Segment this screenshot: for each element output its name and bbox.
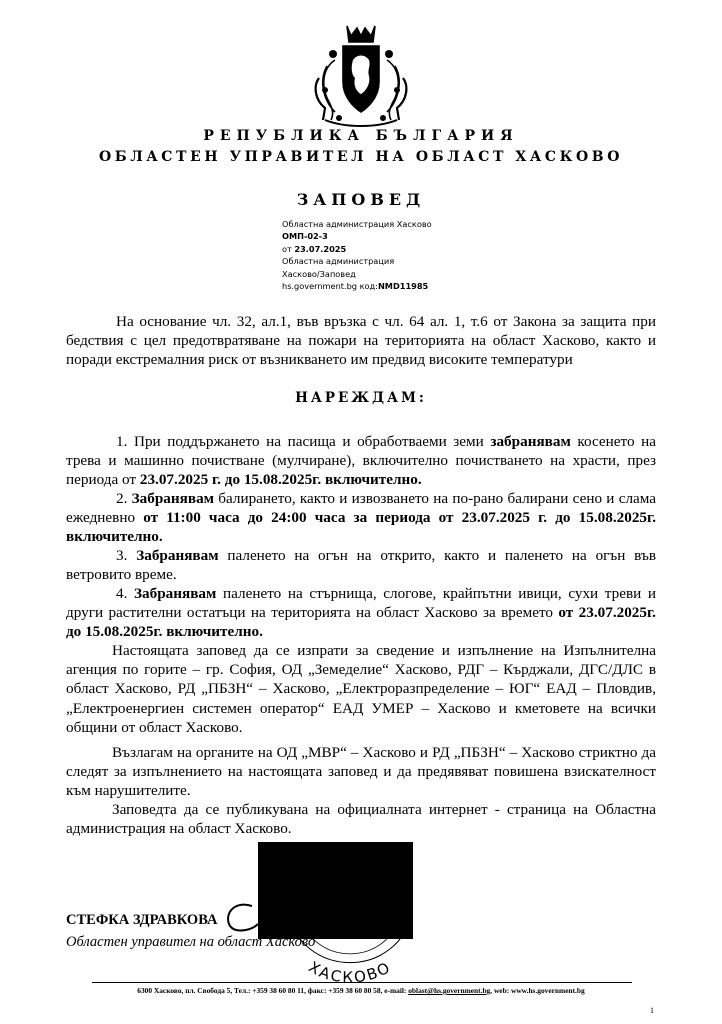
footer-address: 6300 Хасково, пл. Свобода 5, Тел.: +359 38 60 80 11, факс: +359 38 60 80 58, e-mail: — [137, 986, 409, 995]
paragraph-send: Настоящата заповед да се изпрати за сведение и изпълнение на Изпълнителна агенция по горите – гр. София, ОД „Земеделие“ Хасково, РДГ – Кърджали, ДГС/ДЛС в област Хасково, РД „ПБЗН“ – Хасково, „Електроразпределение – ЮГ“ ЕАД – Пловдив, „Електроенергиен системен оператор“ ЕАД УМЕР – Хасково и кметовете на всички общини от област Хасково. — [66, 642, 656, 736]
reg-code: NMD11985 — [377, 281, 429, 292]
item1-b: забранявам — [490, 433, 571, 450]
reg-date-prefix: от — [282, 243, 295, 254]
preamble-paragraph: На основание чл. 32, ал.1, във връзка с чл. 64 ал. 1, т.6 от Закона за защита при бедствия с цел предотвратяване на пожари на територията на област Хасково, както и поради екстремалния риск от възникването им предвид високите температури — [66, 313, 656, 369]
header-governor: ОБЛАСТЕН УПРАВИТЕЛ НА ОБЛАСТ ХАСКОВО — [98, 149, 624, 165]
reg-date: 23.07.2025 — [294, 243, 347, 254]
registration-block — [282, 218, 432, 292]
signatory-role: Областен управител на област Хасково — [66, 934, 316, 950]
footer-contacts — [0, 986, 722, 995]
footer-email[interactable]: oblast@hs.government.bg — [408, 986, 491, 995]
reg-system-1: Областна администрация — [282, 256, 395, 267]
item2-d: от 11:00 часа до 24:00 часа за периода от 23.07.2025 г. до 15.08.2025г. включително. — [66, 509, 656, 546]
reg-issuer: Областна администрация Хасково — [282, 219, 432, 229]
reg-site-line — [282, 280, 432, 292]
item4-d: от 23.07.2025г. до 15.08.2025г. включително. — [66, 604, 656, 641]
item1-d: 23.07.2025 г. до 15.08.2025г. включително. — [139, 471, 422, 489]
reg-number: ОМП-02-3 — [282, 231, 328, 242]
order-item-1 — [66, 432, 656, 490]
reg-date-line — [282, 243, 432, 255]
stamp-text: ХАСКОВО — [305, 957, 395, 985]
item3-b: Забранявам — [136, 547, 219, 564]
header-republic: РЕПУБЛИКА БЪЛГАРИЯ — [203, 128, 519, 144]
paragraph-assign: Възлагам на органите на ОД „МВР“ – Хасково и РД „ПБЗН“ – Хасково стриктно да следят за изпълнението на настоящата заповед и да предявяват повишена взискателност към нарушителите. — [66, 744, 656, 800]
item1-c: косенето на трева и машинно почистване (мулчиране), включително почистването на храсти, през периода от — [66, 433, 657, 489]
item1-a: 1. При поддържането на пасища и обработваеми земи — [116, 433, 491, 450]
item4-c: паленето на стърнища, слогове, крайпътни ивици, сухи треви и други растителни остатъци на територията на област Хасково за времето — [66, 585, 656, 622]
page-number: 1 — [650, 1006, 654, 1015]
order-item-2 — [66, 489, 656, 547]
order-item-4 — [66, 584, 656, 642]
svg-text:*: * — [401, 931, 406, 942]
item2-c: балирането, както и извозването на по-рано балирани сено и слама ежедневно — [66, 490, 657, 527]
svg-text:ХАСКОВО — [305, 958, 394, 985]
coat-of-arms-icon — [305, 20, 417, 132]
footer-divider — [92, 982, 632, 983]
item4-b: Забранявам — [134, 585, 217, 602]
item3-a: 3. — [116, 547, 137, 564]
reg-system-2: Хасково/Заповед — [282, 268, 356, 279]
item2-b: Забранявам — [131, 490, 215, 507]
item3-c: паленето на огън на открито, както и паленето на огън във ветровито време. — [66, 547, 656, 584]
orders-heading: НАРЕЖДАМ: — [295, 390, 427, 406]
signatory-name: СТЕФКА ЗДРАВКОВА — [66, 912, 218, 928]
footer-web-prefix: , web: — [490, 986, 511, 995]
item2-a: 2. — [116, 490, 132, 507]
paragraph-publish: Заповедта да се публикувана на официалната интернет - страница на Областна администрация на област Хасково. — [66, 801, 656, 838]
item4-a: 4. — [116, 585, 135, 602]
reg-site: hs.government.bg код: — [282, 281, 378, 292]
order-item-3 — [66, 546, 656, 584]
signature-scribble — [222, 900, 262, 936]
doc-title: ЗАПОВЕД — [296, 190, 426, 209]
footer-web[interactable]: www.hs.government.bg — [511, 986, 585, 995]
